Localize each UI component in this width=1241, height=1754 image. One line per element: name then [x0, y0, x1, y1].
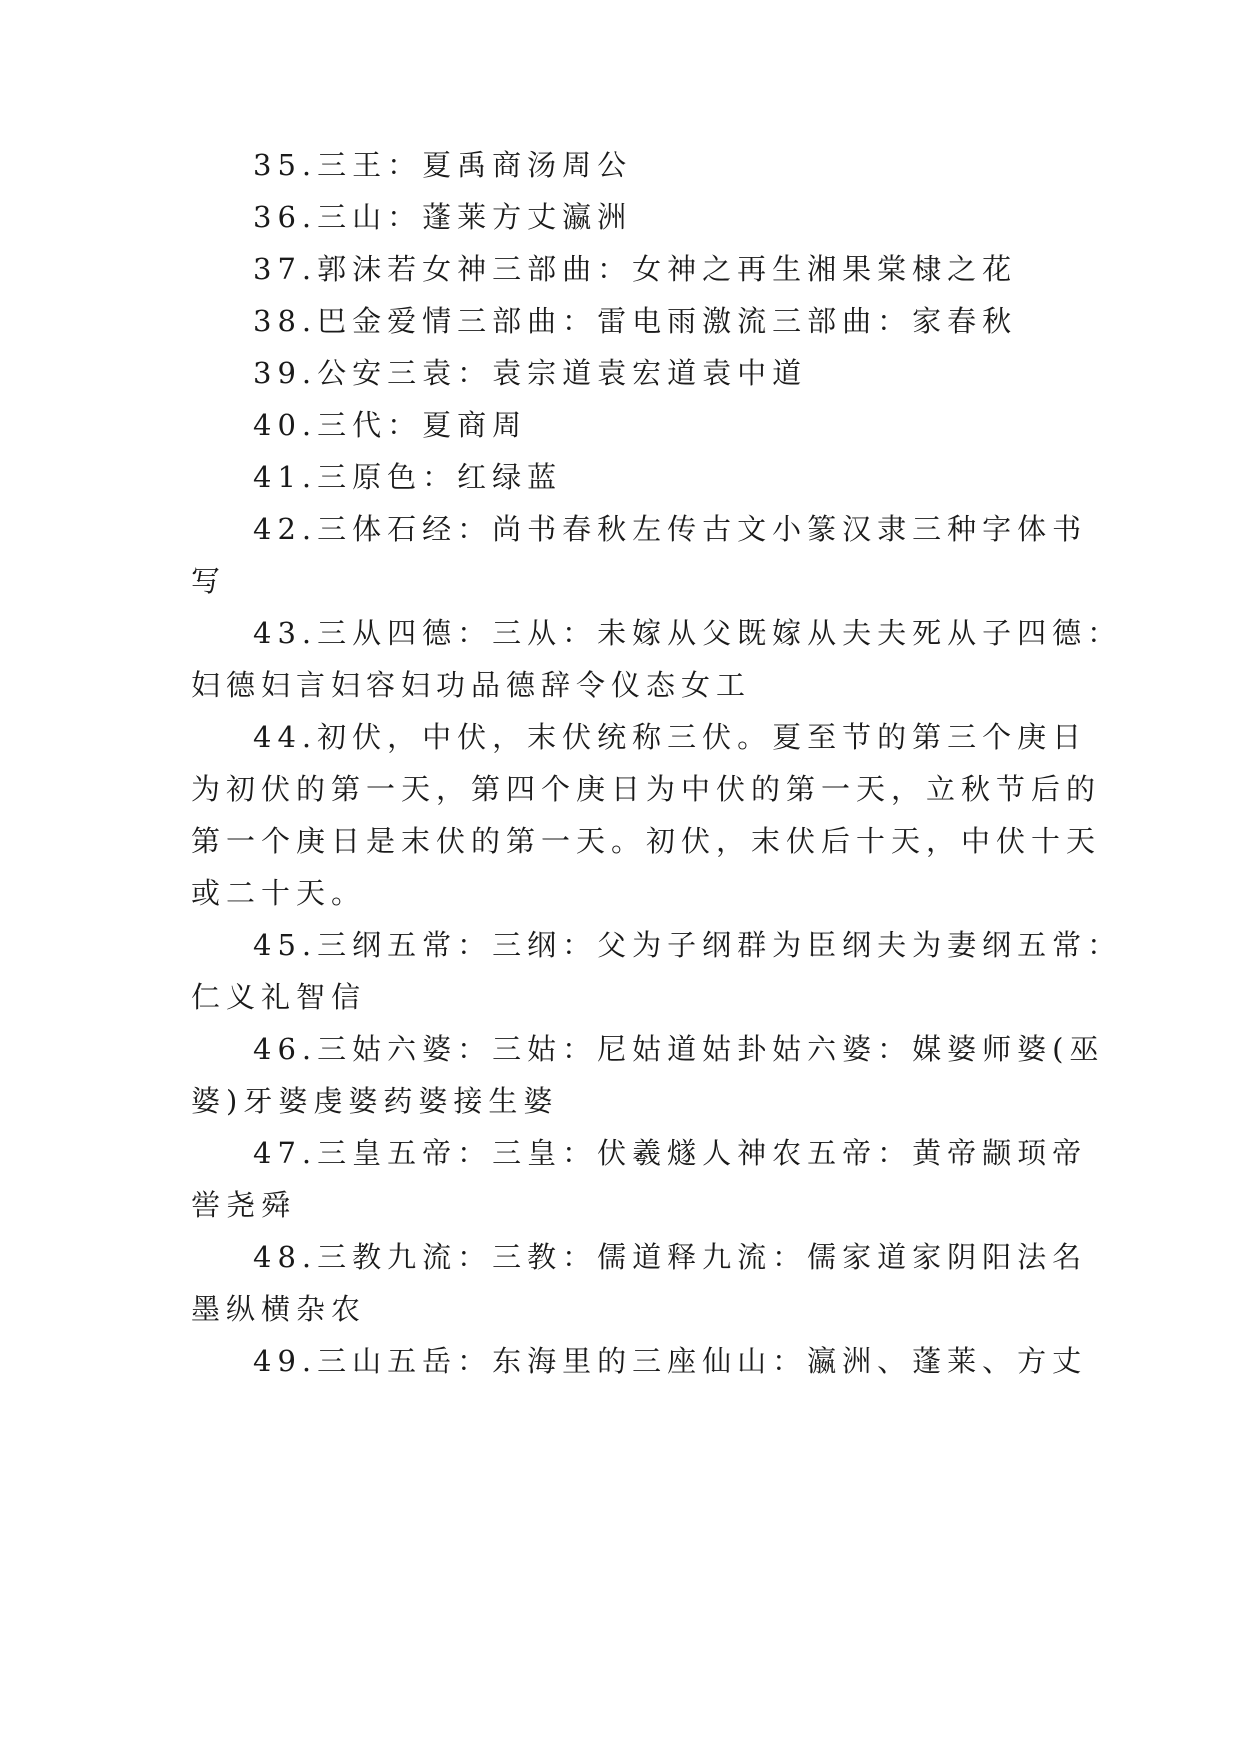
paragraph-45-continuation: 仁义礼智信 — [191, 980, 367, 1014]
paragraph-47-continuation: 喾尧舜 — [191, 1188, 297, 1222]
paragraph-49: 49.三山五岳：东海里的三座仙山：瀛洲、蓬莱、方丈 — [253, 1344, 1088, 1378]
paragraph-42: 42.三体石经：尚书春秋左传古文小篆汉隶三种字体书 — [253, 512, 1088, 546]
paragraph-46: 46.三姑六婆：三姑：尼姑道姑卦姑六婆：媒婆师婆(巫 — [253, 1032, 1105, 1066]
paragraph-43-continuation: 妇德妇言妇容妇功品德辞令仪态女工 — [191, 668, 752, 702]
paragraph-47: 47.三皇五帝：三皇：伏羲燧人神农五帝：黄帝颛顼帝 — [253, 1136, 1088, 1170]
paragraph-45: 45.三纲五常：三纲：父为子纲群为臣纲夫为妻纲五常： — [253, 928, 1123, 962]
paragraph-36: 36.三山：蓬莱方丈瀛洲 — [253, 200, 633, 234]
paragraph-40: 40.三代：夏商周 — [253, 408, 528, 442]
paragraph-48: 48.三教九流：三教：儒道释九流：儒家道家阴阳法名 — [253, 1240, 1088, 1274]
paragraph-46-continuation: 婆)牙婆虔婆药婆接生婆 — [191, 1084, 559, 1118]
paragraph-39: 39.公安三袁：袁宗道袁宏道袁中道 — [253, 356, 808, 390]
paragraph-44-continuation: 为初伏的第一天，第四个庚日为中伏的第一天，立秋节后的 — [191, 772, 1102, 806]
paragraph-48-continuation: 墨纵横杂农 — [191, 1292, 367, 1326]
paragraph-44: 44.初伏，中伏，末伏统称三伏。夏至节的第三个庚日 — [253, 720, 1088, 754]
paragraph-37: 37.郭沫若女神三部曲：女神之再生湘果棠棣之花 — [253, 252, 1018, 286]
paragraph-42-continuation: 写 — [191, 564, 227, 598]
paragraph-38: 38.巴金爱情三部曲：雷电雨激流三部曲：家春秋 — [253, 304, 1018, 338]
paragraph-43: 43.三从四德：三从：未嫁从父既嫁从夫夫死从子四德： — [253, 616, 1123, 650]
paragraph-44-continuation: 或二十天。 — [191, 876, 367, 910]
paragraph-41: 41.三原色：红绿蓝 — [253, 460, 563, 494]
paragraph-44-continuation: 第一个庚日是末伏的第一天。初伏，末伏后十天，中伏十天 — [191, 824, 1102, 858]
paragraph-35: 35.三王：夏禹商汤周公 — [253, 148, 633, 182]
